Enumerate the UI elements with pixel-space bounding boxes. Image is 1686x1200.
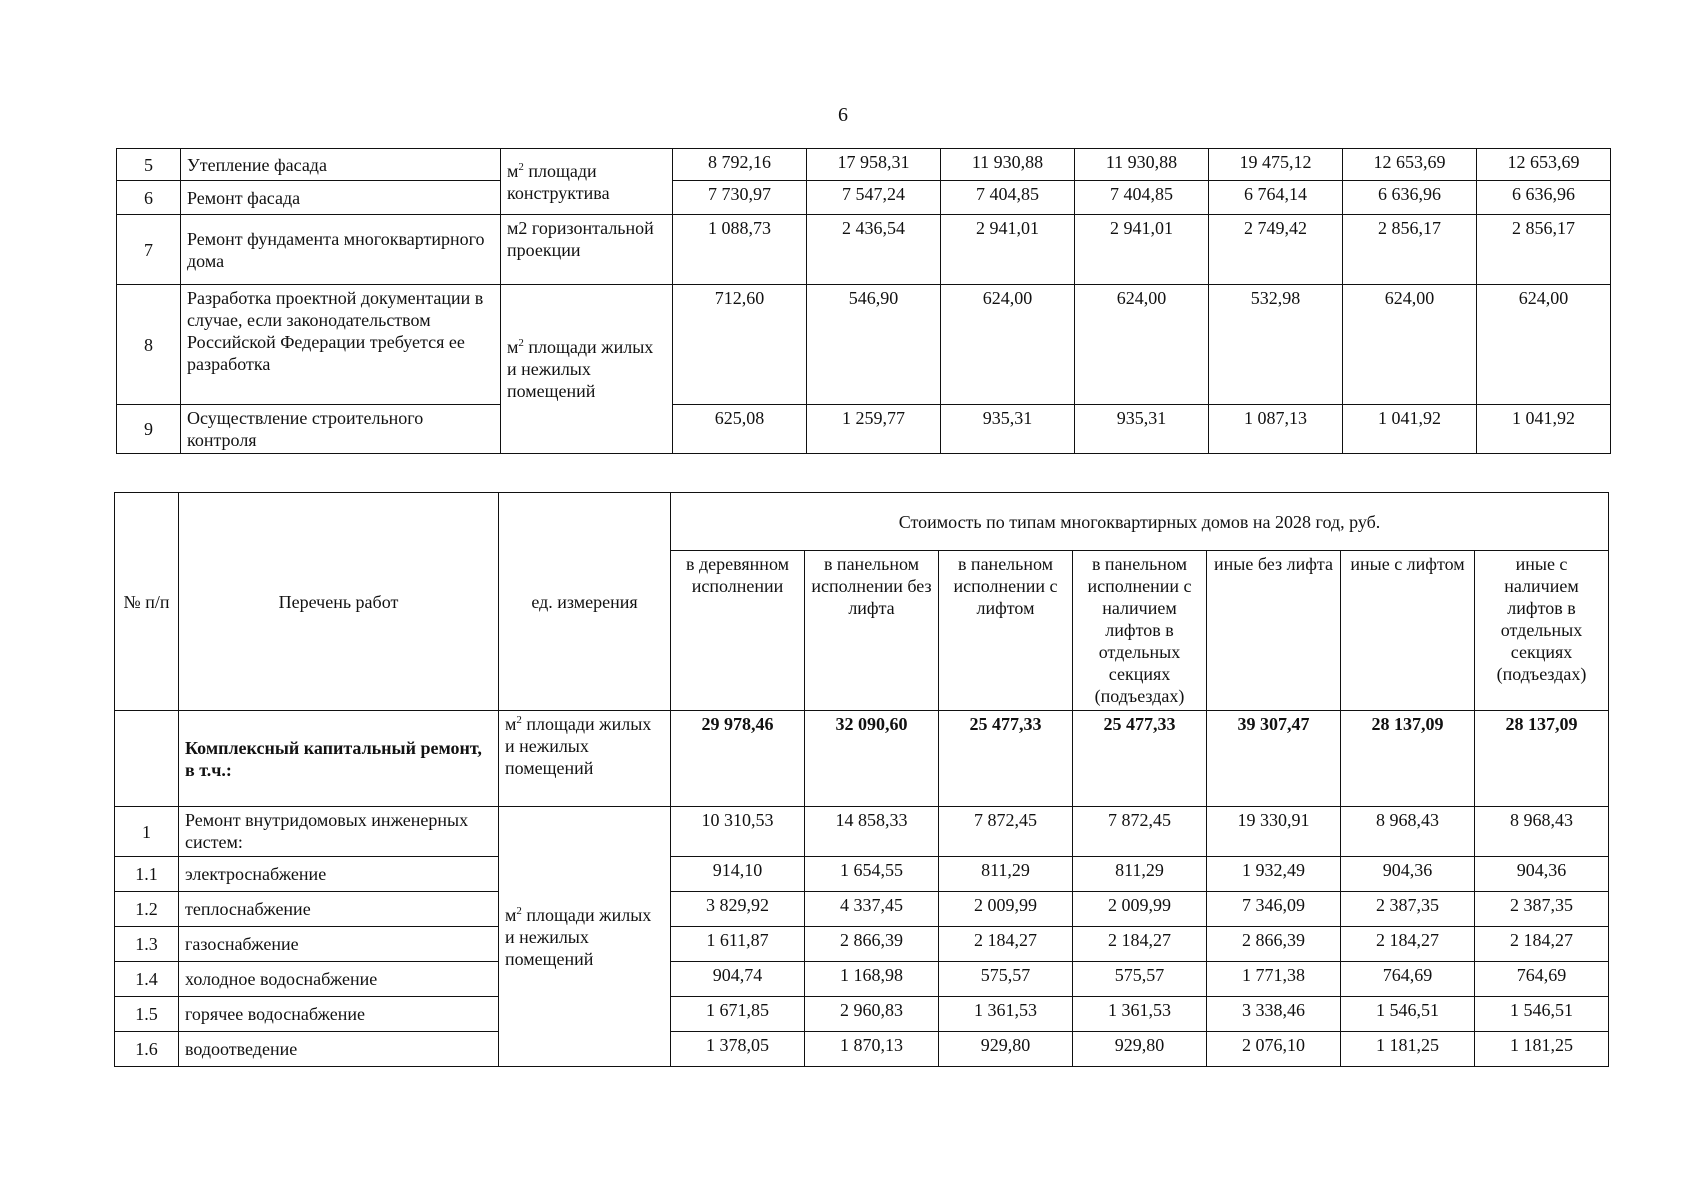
cost-value: 28 137,09 — [1475, 711, 1609, 807]
header-type: иные с лифтом — [1341, 551, 1475, 711]
cost-value: 2 009,99 — [939, 892, 1073, 927]
cost-table-continuation — [116, 148, 1611, 454]
table-row — [115, 927, 1609, 962]
cost-value: 624,00 — [1075, 285, 1209, 405]
cost-value: 2 184,27 — [1341, 927, 1475, 962]
cost-value: 19 330,91 — [1207, 807, 1341, 857]
unit-cell: $м^2$ площади жилых и нежилых помещений — [499, 711, 671, 807]
table-row — [115, 1032, 1609, 1067]
cost-value: 12 653,69 — [1477, 149, 1611, 181]
cost-value: 712,60 — [673, 285, 807, 405]
work-name: электроснабжение — [179, 857, 499, 892]
cost-value: 532,98 — [1209, 285, 1343, 405]
cost-value: 1 259,77 — [807, 405, 941, 454]
header-type: иные без лифта — [1207, 551, 1341, 711]
cost-value: 2 960,83 — [805, 997, 939, 1032]
cost-value: 6 636,96 — [1343, 181, 1477, 215]
cost-value: 28 137,09 — [1341, 711, 1475, 807]
cost-value: 904,36 — [1341, 857, 1475, 892]
row-number: 1 — [115, 807, 179, 857]
header-cost-group: Стоимость по типам многоквартирных домов на 2028 год, руб. — [671, 493, 1609, 551]
total-row — [115, 711, 1609, 807]
cost-value: 2 076,10 — [1207, 1032, 1341, 1067]
cost-value: 914,10 — [671, 857, 805, 892]
cost-value: 546,90 — [807, 285, 941, 405]
row-number: 1.1 — [115, 857, 179, 892]
table-row — [117, 285, 1611, 405]
cost-value: 1 361,53 — [939, 997, 1073, 1032]
cost-value: 8 792,16 — [673, 149, 807, 181]
cost-value: 2 941,01 — [1075, 215, 1209, 285]
cost-value: 1 168,98 — [805, 962, 939, 997]
cost-value: 8 968,43 — [1341, 807, 1475, 857]
cost-value: 11 930,88 — [1075, 149, 1209, 181]
cost-value: 624,00 — [941, 285, 1075, 405]
cost-value: 19 475,12 — [1209, 149, 1343, 181]
cost-value: 6 764,14 — [1209, 181, 1343, 215]
cost-table-2028 — [114, 492, 1609, 1067]
cost-value: 625,08 — [673, 405, 807, 454]
header-type: в панельном исполнении без лифта — [805, 551, 939, 711]
row-number: 1.2 — [115, 892, 179, 927]
cost-value: 904,36 — [1475, 857, 1609, 892]
cost-value: 8 968,43 — [1475, 807, 1609, 857]
row-number: 1.5 — [115, 997, 179, 1032]
cost-value: 1 546,51 — [1341, 997, 1475, 1032]
cost-value: 2 749,42 — [1209, 215, 1343, 285]
cost-value: 10 310,53 — [671, 807, 805, 857]
cost-value: 624,00 — [1343, 285, 1477, 405]
cost-value: 3 829,92 — [671, 892, 805, 927]
cost-value: 935,31 — [1075, 405, 1209, 454]
cost-value: 1 378,05 — [671, 1032, 805, 1067]
header-type: в панельном исполнении с наличием лифтов в отдельных секциях (подъездах) — [1073, 551, 1207, 711]
row-number: 9 — [117, 405, 181, 454]
cost-value: 2 436,54 — [807, 215, 941, 285]
table-row — [115, 997, 1609, 1032]
cost-value: 2 009,99 — [1073, 892, 1207, 927]
cost-value: 7 404,85 — [1075, 181, 1209, 215]
cost-value: 1 870,13 — [805, 1032, 939, 1067]
header-works: Перечень работ — [179, 493, 499, 711]
table-row — [115, 807, 1609, 857]
cost-value: 764,69 — [1475, 962, 1609, 997]
cost-value: 1 546,51 — [1475, 997, 1609, 1032]
work-name: Осуществление строительного контроля — [181, 405, 501, 454]
cost-value: 7 872,45 — [1073, 807, 1207, 857]
cost-value: 1 611,87 — [671, 927, 805, 962]
table-row — [115, 857, 1609, 892]
unit-cell: $м^2$ площади жилых и нежилых помещений — [499, 807, 671, 1067]
cost-value: 935,31 — [941, 405, 1075, 454]
work-name: Утепление фасада — [181, 149, 501, 181]
work-name: газоснабжение — [179, 927, 499, 962]
cost-value: 39 307,47 — [1207, 711, 1341, 807]
cost-value: 3 338,46 — [1207, 997, 1341, 1032]
cost-value: 14 858,33 — [805, 807, 939, 857]
unit-cell: $м^2$ площади конструктива — [501, 149, 673, 215]
table-row — [117, 405, 1611, 454]
cost-value: 2 184,27 — [1073, 927, 1207, 962]
row-number: 8 — [117, 285, 181, 405]
cost-value: 2 387,35 — [1475, 892, 1609, 927]
cost-value: 1 361,53 — [1073, 997, 1207, 1032]
work-name: Разработка проектной документации в случае, если законодательством Российской Федерации требуется ее разработка — [181, 285, 501, 405]
row-number: 5 — [117, 149, 181, 181]
work-name: Ремонт фасада — [181, 181, 501, 215]
header-row — [115, 493, 1609, 551]
row-number — [115, 711, 179, 807]
work-name: Ремонт фундамента многоквартирного дома — [181, 215, 501, 285]
row-number: 6 — [117, 181, 181, 215]
cost-value: 7 404,85 — [941, 181, 1075, 215]
cost-value: 17 958,31 — [807, 149, 941, 181]
unit-cell: $м^2$ площади жилых и нежилых помещений — [501, 285, 673, 454]
cost-value: 2 184,27 — [1475, 927, 1609, 962]
cost-value: 4 337,45 — [805, 892, 939, 927]
cost-value: 12 653,69 — [1343, 149, 1477, 181]
cost-value: 7 547,24 — [807, 181, 941, 215]
row-number: 1.3 — [115, 927, 179, 962]
work-name: холодное водоснабжение — [179, 962, 499, 997]
cost-value: 575,57 — [1073, 962, 1207, 997]
row-number: 1.6 — [115, 1032, 179, 1067]
cost-value: 811,29 — [1073, 857, 1207, 892]
cost-value: 25 477,33 — [1073, 711, 1207, 807]
table-row — [117, 215, 1611, 285]
cost-value: 1 654,55 — [805, 857, 939, 892]
cost-value: 2 387,35 — [1341, 892, 1475, 927]
cost-value: 11 930,88 — [941, 149, 1075, 181]
cost-value: 7 730,97 — [673, 181, 807, 215]
cost-value: 1 041,92 — [1477, 405, 1611, 454]
work-name: Комплексный капитальный ремонт, в т.ч.: — [179, 711, 499, 807]
cost-value: 575,57 — [939, 962, 1073, 997]
cost-value: 2 941,01 — [941, 215, 1075, 285]
page-number: 6 — [838, 104, 848, 126]
header-type: иные с наличием лифтов в отдельных секциях (подъездах) — [1475, 551, 1609, 711]
cost-value: 1 088,73 — [673, 215, 807, 285]
cost-value: 1 087,13 — [1209, 405, 1343, 454]
cost-value: 1 771,38 — [1207, 962, 1341, 997]
cost-value: 7 872,45 — [939, 807, 1073, 857]
work-name: Ремонт внутридомовых инженерных систем: — [179, 807, 499, 857]
unit-cell: м2 горизонтальной проекции — [501, 215, 673, 285]
cost-value: 929,80 — [1073, 1032, 1207, 1067]
header-num: № п/п — [115, 493, 179, 711]
row-number: 1.4 — [115, 962, 179, 997]
cost-value: 764,69 — [1341, 962, 1475, 997]
cost-value: 1 932,49 — [1207, 857, 1341, 892]
cost-value: 624,00 — [1477, 285, 1611, 405]
table-row — [117, 181, 1611, 215]
work-name: горячее водоснабжение — [179, 997, 499, 1032]
cost-value: 2 856,17 — [1477, 215, 1611, 285]
cost-value: 29 978,46 — [671, 711, 805, 807]
cost-value: 1 181,25 — [1341, 1032, 1475, 1067]
work-name: теплоснабжение — [179, 892, 499, 927]
cost-value: 7 346,09 — [1207, 892, 1341, 927]
cost-value: 2 856,17 — [1343, 215, 1477, 285]
cost-value: 25 477,33 — [939, 711, 1073, 807]
cost-value: 2 866,39 — [805, 927, 939, 962]
cost-value: 929,80 — [939, 1032, 1073, 1067]
table-row — [117, 149, 1611, 181]
cost-value: 811,29 — [939, 857, 1073, 892]
header-unit: ед. измерения — [499, 493, 671, 711]
table-row — [115, 962, 1609, 997]
cost-value: 904,74 — [671, 962, 805, 997]
header-type: в панельном исполнении с лифтом — [939, 551, 1073, 711]
table-row — [115, 892, 1609, 927]
cost-value: 2 866,39 — [1207, 927, 1341, 962]
cost-value: 6 636,96 — [1477, 181, 1611, 215]
cost-value: 1 181,25 — [1475, 1032, 1609, 1067]
cost-value: 1 671,85 — [671, 997, 805, 1032]
header-type: в деревянном исполнении — [671, 551, 805, 711]
work-name: водоотведение — [179, 1032, 499, 1067]
cost-value: 2 184,27 — [939, 927, 1073, 962]
row-number: 7 — [117, 215, 181, 285]
cost-value: 1 041,92 — [1343, 405, 1477, 454]
cost-value: 32 090,60 — [805, 711, 939, 807]
